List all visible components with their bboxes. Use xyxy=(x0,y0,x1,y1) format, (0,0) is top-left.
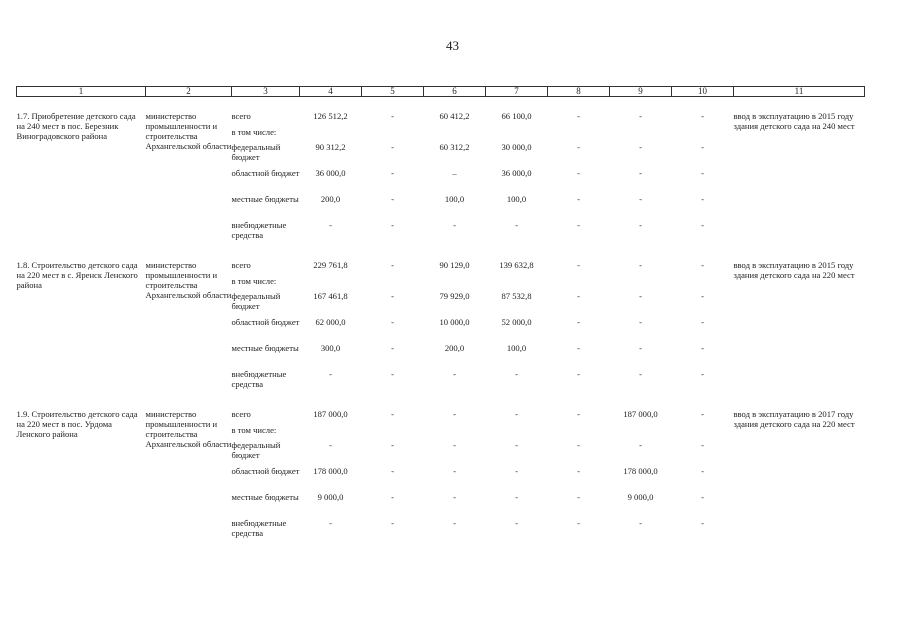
event-name: 1.8. Строительство детского сада на 220 мест в с. Яренск Ленского района xyxy=(16,260,138,290)
funding-source: в том числе: xyxy=(231,276,277,286)
program-table xyxy=(16,86,865,544)
amount-cell: 9 000,0 xyxy=(317,492,344,502)
column-numbers-row xyxy=(17,87,865,97)
amount-cell: - xyxy=(639,194,642,204)
amount-cell: - xyxy=(639,369,642,379)
column-header: 1 xyxy=(17,87,146,97)
amount-cell xyxy=(672,127,734,142)
amount-cell: - xyxy=(639,343,642,353)
funding-source: местные бюджеты xyxy=(231,194,299,204)
amount-cell: - xyxy=(515,518,518,528)
amount-cell xyxy=(486,127,548,142)
amount-cell: 60 412,2 xyxy=(439,111,470,121)
block-spacer xyxy=(17,246,865,260)
column-header: 5 xyxy=(362,87,424,97)
amount-cell xyxy=(486,276,548,291)
amount-cell: 178 000,0 xyxy=(313,466,348,476)
amount-cell: - xyxy=(391,194,394,204)
table-row xyxy=(17,111,865,127)
responsible-ministry: министерство промышленности и строительства Архангельской области xyxy=(145,260,232,300)
funding-source: областной бюджет xyxy=(231,168,300,178)
amount-cell: 30 000,0 xyxy=(501,142,532,152)
amount-cell: - xyxy=(453,466,456,476)
amount-cell: 87 532,8 xyxy=(501,291,532,301)
amount-cell: - xyxy=(701,220,704,230)
amount-cell: 36 000,0 xyxy=(501,168,532,178)
amount-cell: - xyxy=(577,440,580,450)
table-row xyxy=(17,409,865,425)
amount-cell xyxy=(300,276,362,291)
expected-result: ввод в эксплуатацию в 2015 году здания детского сада на 220 мест xyxy=(733,260,855,280)
amount-cell: - xyxy=(515,492,518,502)
amount-cell: - xyxy=(701,194,704,204)
amount-cell: - xyxy=(391,343,394,353)
amount-cell: - xyxy=(639,518,642,528)
amount-cell: - xyxy=(453,518,456,528)
funding-source: внебюджетные средства xyxy=(231,220,287,240)
amount-cell xyxy=(672,276,734,291)
amount-cell xyxy=(610,276,672,291)
amount-cell: - xyxy=(577,260,580,270)
amount-cell: - xyxy=(639,440,642,450)
amount-cell xyxy=(424,276,486,291)
amount-cell: - xyxy=(701,317,704,327)
amount-cell: - xyxy=(577,111,580,121)
amount-cell: - xyxy=(515,440,518,450)
amount-cell xyxy=(610,425,672,440)
amount-cell: - xyxy=(391,142,394,152)
amount-cell xyxy=(610,127,672,142)
amount-cell: 100,0 xyxy=(506,194,527,204)
amount-cell: - xyxy=(329,440,332,450)
amount-cell: - xyxy=(639,142,642,152)
funding-source: в том числе: xyxy=(231,127,277,137)
amount-cell: - xyxy=(701,343,704,353)
amount-cell: - xyxy=(577,369,580,379)
amount-cell xyxy=(486,425,548,440)
amount-cell xyxy=(548,425,610,440)
amount-cell: - xyxy=(639,220,642,230)
spacer-cell xyxy=(17,395,865,409)
amount-cell: 200,0 xyxy=(320,194,341,204)
spacer-cell xyxy=(17,246,865,260)
amount-cell: - xyxy=(577,317,580,327)
amount-cell: 187 000,0 xyxy=(623,409,658,419)
table-header xyxy=(17,87,865,97)
amount-cell xyxy=(672,425,734,440)
amount-cell: 79 929,0 xyxy=(439,291,470,301)
funding-source: федеральный бюджет xyxy=(231,440,281,460)
amount-cell: - xyxy=(391,317,394,327)
amount-cell: - xyxy=(577,492,580,502)
amount-cell: 167 461,8 xyxy=(313,291,348,301)
amount-cell: - xyxy=(453,369,456,379)
responsible-ministry: министерство промышленности и строительства Архангельской области xyxy=(145,111,232,151)
block-spacer xyxy=(17,97,865,112)
amount-cell: 229 761,8 xyxy=(313,260,348,270)
amount-cell: – xyxy=(452,168,457,178)
amount-cell: - xyxy=(391,518,394,528)
amount-cell: - xyxy=(391,492,394,502)
column-header: 4 xyxy=(300,87,362,97)
amount-cell: - xyxy=(453,409,456,419)
amount-cell: 52 000,0 xyxy=(501,317,532,327)
amount-cell: - xyxy=(577,194,580,204)
event-name: 1.7. Приобретение детского сада на 240 мест в пос. Березник Виноградовского района xyxy=(16,111,136,141)
expected-result: ввод в эксплуатацию в 2015 году здания детского сада на 240 мест xyxy=(733,111,855,131)
amount-cell: - xyxy=(701,142,704,152)
amount-cell: - xyxy=(639,291,642,301)
amount-cell: - xyxy=(701,168,704,178)
amount-cell: 139 632,8 xyxy=(499,260,534,270)
amount-cell: - xyxy=(329,518,332,528)
amount-cell xyxy=(362,276,424,291)
amount-cell: - xyxy=(577,220,580,230)
amount-cell xyxy=(300,127,362,142)
amount-cell: - xyxy=(391,409,394,419)
amount-cell: 10 000,0 xyxy=(439,317,470,327)
amount-cell: - xyxy=(391,440,394,450)
spacer-cell xyxy=(17,97,865,112)
funding-source: внебюджетные средства xyxy=(231,518,287,538)
table-row xyxy=(17,260,865,276)
funding-source: областной бюджет xyxy=(231,317,300,327)
funding-source: в том числе: xyxy=(231,425,277,435)
amount-cell xyxy=(424,425,486,440)
amount-cell: 9 000,0 xyxy=(627,492,654,502)
funding-source: всего xyxy=(231,111,251,121)
amount-cell: 66 100,0 xyxy=(501,111,532,121)
table-body xyxy=(17,97,865,545)
amount-cell: - xyxy=(577,168,580,178)
amount-cell: - xyxy=(701,409,704,419)
amount-cell xyxy=(548,127,610,142)
amount-cell: 36 000,0 xyxy=(315,168,346,178)
amount-cell: - xyxy=(329,220,332,230)
amount-cell: - xyxy=(453,440,456,450)
funding-source: областной бюджет xyxy=(231,466,300,476)
column-header: 10 xyxy=(672,87,734,97)
amount-cell: - xyxy=(577,343,580,353)
amount-cell: - xyxy=(639,317,642,327)
funding-source: всего xyxy=(231,260,251,270)
amount-cell: - xyxy=(701,466,704,476)
amount-cell: 300,0 xyxy=(320,343,341,353)
expected-result: ввод в эксплуатацию в 2017 году здания детского сада на 220 мест xyxy=(733,409,855,429)
amount-cell: - xyxy=(577,291,580,301)
amount-cell: - xyxy=(639,260,642,270)
amount-cell: - xyxy=(701,291,704,301)
amount-cell: - xyxy=(701,492,704,502)
amount-cell: - xyxy=(453,492,456,502)
amount-cell: - xyxy=(577,142,580,152)
funding-source: внебюджетные средства xyxy=(231,369,287,389)
amount-cell: - xyxy=(391,291,394,301)
amount-cell: - xyxy=(701,260,704,270)
amount-cell: - xyxy=(639,111,642,121)
column-header: 3 xyxy=(232,87,300,97)
amount-cell: 90 312,2 xyxy=(315,142,346,152)
page-number: 43 xyxy=(446,38,459,53)
amount-cell: - xyxy=(701,518,704,528)
amount-cell xyxy=(300,425,362,440)
column-header: 9 xyxy=(610,87,672,97)
amount-cell xyxy=(548,276,610,291)
amount-cell: 90 129,0 xyxy=(439,260,470,270)
amount-cell: 200,0 xyxy=(444,343,465,353)
amount-cell xyxy=(424,127,486,142)
amount-cell: - xyxy=(391,260,394,270)
amount-cell: 178 000,0 xyxy=(623,466,658,476)
amount-cell: 100,0 xyxy=(444,194,465,204)
amount-cell: 187 000,0 xyxy=(313,409,348,419)
funding-source: местные бюджеты xyxy=(231,492,299,502)
amount-cell: - xyxy=(515,466,518,476)
amount-cell: - xyxy=(639,168,642,178)
amount-cell: - xyxy=(701,369,704,379)
amount-cell: - xyxy=(391,168,394,178)
amount-cell: - xyxy=(701,440,704,450)
amount-cell xyxy=(362,127,424,142)
block-spacer xyxy=(17,395,865,409)
funding-source: федеральный бюджет xyxy=(231,291,281,311)
amount-cell: - xyxy=(701,111,704,121)
amount-cell: - xyxy=(453,220,456,230)
amount-cell: - xyxy=(577,409,580,419)
amount-cell: 126 512,2 xyxy=(313,111,348,121)
amount-cell: - xyxy=(577,466,580,476)
amount-cell xyxy=(362,425,424,440)
amount-cell: - xyxy=(329,369,332,379)
amount-cell: 100,0 xyxy=(506,343,527,353)
amount-cell: 62 000,0 xyxy=(315,317,346,327)
column-header: 11 xyxy=(734,87,865,97)
column-header: 7 xyxy=(486,87,548,97)
funding-source: местные бюджеты xyxy=(231,343,299,353)
column-header: 8 xyxy=(548,87,610,97)
amount-cell: - xyxy=(515,220,518,230)
responsible-ministry: министерство промышленности и строительства Архангельской области xyxy=(145,409,232,449)
amount-cell: 60 312,2 xyxy=(439,142,470,152)
amount-cell: - xyxy=(391,111,394,121)
event-name: 1.9. Строительство детского сада на 220 мест в пос. Урдома Ленского района xyxy=(16,409,138,439)
amount-cell: - xyxy=(515,409,518,419)
column-header: 2 xyxy=(146,87,232,97)
funding-source: всего xyxy=(231,409,251,419)
column-header: 6 xyxy=(424,87,486,97)
amount-cell: - xyxy=(577,518,580,528)
amount-cell: - xyxy=(391,369,394,379)
funding-source: федеральный бюджет xyxy=(231,142,281,162)
amount-cell: - xyxy=(391,466,394,476)
amount-cell: - xyxy=(515,369,518,379)
amount-cell: - xyxy=(391,220,394,230)
